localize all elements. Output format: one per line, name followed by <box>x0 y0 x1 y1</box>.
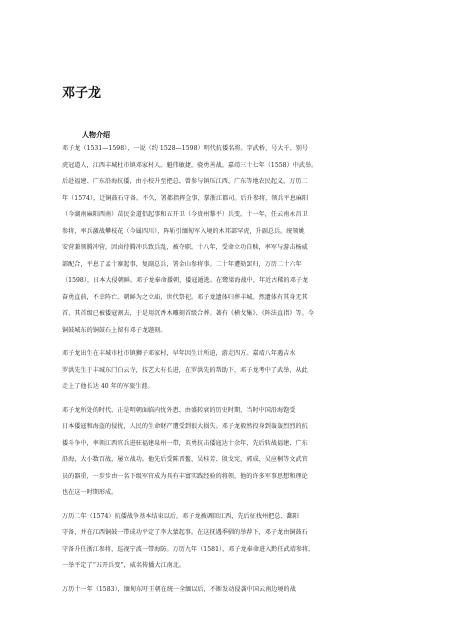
paragraph <box>62 582 392 599</box>
text-line: 守备，并在江西铜鼓一带成功平定了李大蒙起事。在这抚遇季驯的举荐下，邓子龙由铜鼓石 <box>62 529 308 536</box>
text-line: 万历十一年（1583），缅甸东吁王朝在统一全缅以后，不断发动侵袭中国云南边境的战 <box>62 585 296 593</box>
text-line: 邓子龙出生在丰城市杜市镇狮子邓家村，早年因生计所迫，游走四方。嘉靖八年遇吉水 <box>62 350 296 357</box>
text-line: 年（1574），迁铜鼓石守备。不久，署都指挥佥事，掌浙江都司。后升参将，领兵平息麻阳 <box>62 194 309 202</box>
text-line: 日本倭寇和海盗的侵扰，人民的生命财产遭受到很大损失。邓子龙毅然投身到轰轰烈烈的抗 <box>62 423 308 430</box>
text-line: 万历二年（1574）抗倭战争基本结束以后，邓子龙被调回江西，先后征找州把总、鄱阳 <box>62 512 299 520</box>
text-line: 参将，率兵激战攀枝花（今属四川），阵斩引缅甸军入境的木邦部罕虎，升副总兵。统领姚 <box>62 227 305 235</box>
section-heading: 人物介绍 <box>82 131 110 139</box>
text-line: 也在这一时期形成。 <box>62 489 118 496</box>
text-line: 走上了他长达 40 年的军旅生涯。 <box>62 383 154 390</box>
text-line: 邓子龙所处的时代，正是明朝面临内忧外患、由盛转衰的历史时期，当时中国沿海饱受 <box>62 406 296 414</box>
page-title: 邓子龙 <box>62 86 102 101</box>
text-line: 邓子龙（1531—1598），一说（约 1528—1598）明代抗倭名将。字武桥，号大千、别号 <box>62 145 309 152</box>
text-line: 虎冠道人，江西丰城杜市镇邓家村人。魁伟敏捷，骁勇善战。嘉靖三十七年（1558）中武举。 <box>62 161 318 169</box>
paragraph <box>62 346 392 396</box>
text-line: 安营兼领腾冲营，因卤待腾冲兵致兵乱，被夺职。十八年，受命立功自赎，率军与游击杨威 <box>62 244 308 251</box>
paragraph <box>62 509 392 575</box>
text-line: 后赴福建、广东沿海抗倭，由小校升至把总。曾参与镇压江西、广东等地农民起义。万历二 <box>62 178 308 185</box>
text-line: 部配合，平息了孟十寨起事，复副总兵，署金山参将事。二十年遭劾罢归，万历二十六年 <box>62 260 302 268</box>
text-line: 沿海，大小数百战，屡立战功。他先后受陈晋鳌、吴桂芳、殷戈宪、郭成、吴应桐等文武官 <box>62 456 308 463</box>
text-line: 罗洪先生于丰城东门白云寺，技艺大有长进，在罗洪先的帮助下，邓子龙考中了武举，从此 <box>62 366 308 374</box>
text-line: （今湖南麻阳西南）苗民金道侣起事和五开卫（今贵州黎平）兵变。十一年，任云南永昌卫 <box>62 211 308 218</box>
text-line: 铜鼓城东的铜鼓石上留有邓子龙题刻。 <box>62 326 167 334</box>
document-body <box>62 141 392 605</box>
text-line: （1598），日本大侵朝鲜。邓子龙奉命援朝，倭寇遁逃。在鹭梁海战中，年近古稀的邓子龙 <box>62 277 309 284</box>
text-line: 员的器重，一步步由一名下级军官成为具有丰富实践经验的将领，他的许多军事思想和理论 <box>62 472 308 480</box>
text-line: 倭斗争中，率领江西官兵进驻福建泉州一带，英勇抗击倭寇达十余年，先后转战福建、广东 <box>62 439 308 447</box>
text-line: 守备升任浙江参将，巡视宁波一带海防。万历九年（1581），邓子龙奉命进入黔任武靖参将， <box>62 545 315 553</box>
text-line: 奋勇直前，不幸阵亡。朝鲜为之立庙，世代祭祀。邓子龙遗体归葬丰城。然遗体有其身无其 <box>62 293 308 301</box>
paragraph <box>62 403 392 502</box>
paragraph <box>62 141 392 339</box>
text-line: 首，其首级已被倭寇割去，于是用沉香木雕刻首级合葬。著有《横戈集》、《阵法直指》等。今 <box>62 310 314 317</box>
text-line: 一举平定了“五开兵变”，威名传播大江南北。 <box>62 562 186 569</box>
